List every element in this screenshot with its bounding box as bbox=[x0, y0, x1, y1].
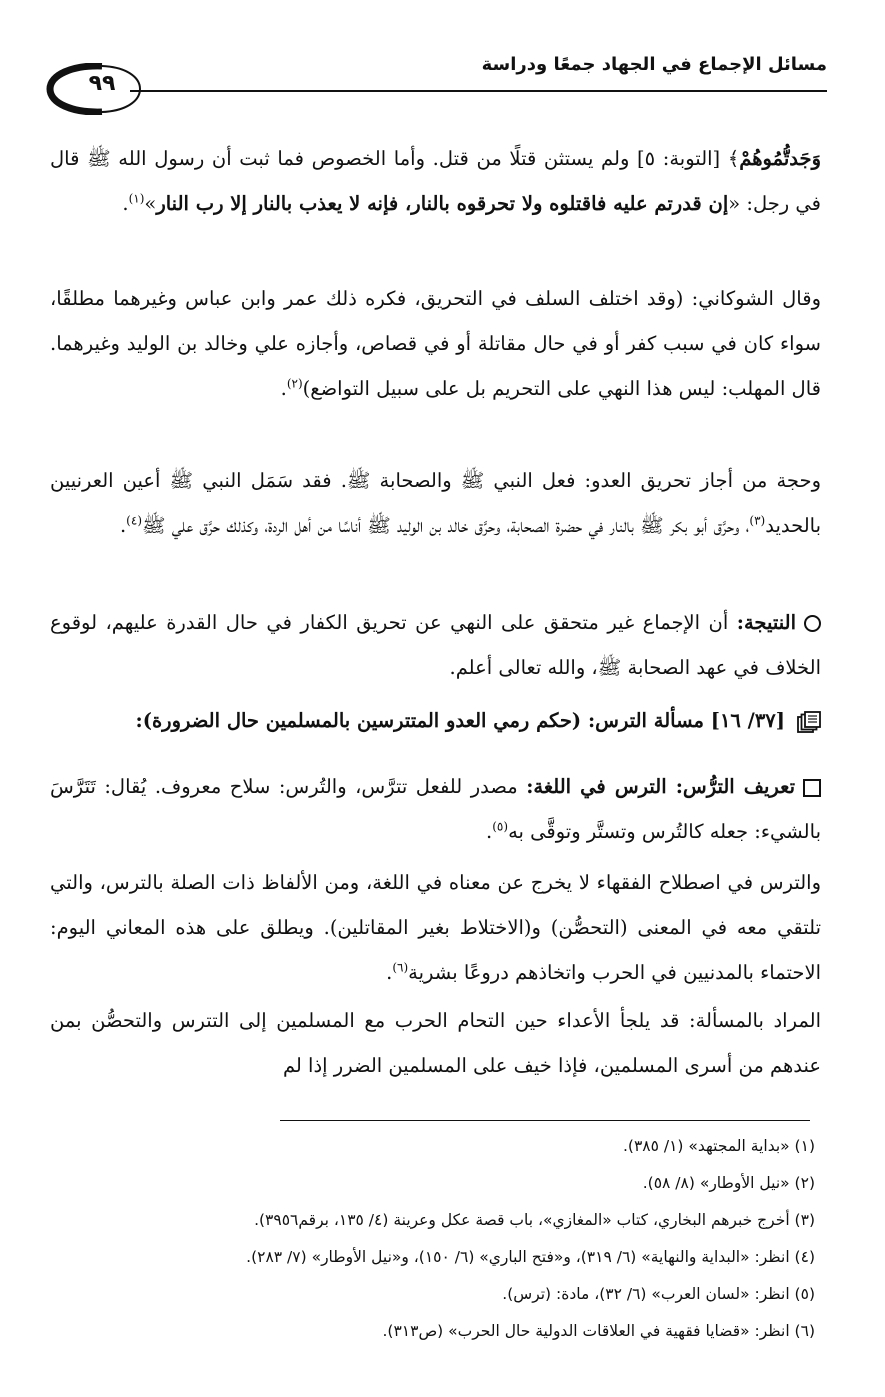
footnote-ref-5[interactable]: (٥) bbox=[492, 819, 509, 834]
definition-end: . bbox=[486, 820, 493, 843]
footnote-2: (٢) «نيل الأوطار» (٨/ ٥٨). bbox=[642, 1174, 815, 1192]
quote-close: » bbox=[144, 192, 157, 215]
footnote-ref-6[interactable]: (٦) bbox=[392, 960, 409, 975]
paragraph-5-text: المراد بالمسألة: قد يلجأ الأعداء حين التحام الحرب مع المسلمين إلى التترس والتحصُّن بمن عندهم من أسرى المسلمين، فإذا خيف على المسلمين الضرر إذا لم bbox=[50, 1009, 821, 1077]
paragraph-4-end: . bbox=[386, 961, 393, 984]
paragraph-3-text-b: ، وحرَّق أبو بكر ﷺ بالنار في حضرة الصحابة، وحرَّق خالد بن الوليد ﷺ أناسًا من أهل الردة، وكذلك حرَّق علي ﷺ bbox=[142, 514, 750, 537]
paragraph-4 bbox=[50, 860, 821, 995]
stacked-pages-icon bbox=[797, 711, 821, 733]
result-label: النتيجة: bbox=[736, 611, 797, 634]
footnote-3: (٣) أخرج خبرهم البخاري، كتاب «المغازي»، باب قصة عكل وعرينة (٤/ ١٣٥، برقم٣٩٥٦). bbox=[254, 1211, 815, 1229]
footnote-separator bbox=[280, 1120, 810, 1121]
footnotes bbox=[40, 1128, 815, 1350]
paragraph-3 bbox=[50, 458, 821, 548]
circle-bullet-icon bbox=[804, 615, 821, 632]
quran-word: وَجَدتُّمُوهُمْ bbox=[739, 147, 821, 170]
header-rule bbox=[130, 90, 827, 92]
footnote-5: (٥) انظر: «لسان العرب» (٦/ ٣٢)، مادة: (ترس). bbox=[502, 1285, 815, 1303]
hadith-quote: إن قدرتم عليه فاقتلوه ولا تحرقوه بالنار، فإنه لا يعذب بالنار إلا رب النار bbox=[156, 192, 729, 215]
paragraph-5 bbox=[50, 998, 821, 1088]
paragraph-1-text: ﴾ [التوبة: ٥] ولم يستثن قتلًا من قتل. وأما الخصوص فما ثبت أن رسول الله ﷺ قال في رجل: « bbox=[50, 147, 821, 215]
footnote-4: (٤) انظر: «البداية والنهاية» (٦/ ٣١٩)، و«فتح الباري» (٦/ ١٥٠)، و«نيل الأوطار» (٧/ ٢٨٣). bbox=[246, 1248, 815, 1266]
footnote-1: (١) «بداية المجتهد» (١/ ٣٨٥). bbox=[622, 1137, 815, 1155]
square-bullet-icon bbox=[803, 779, 821, 797]
footnote-6: (٦) انظر: «قضايا فقهية في العلاقات الدولية حال الحرب» (ص٣١٣). bbox=[382, 1322, 815, 1340]
paragraph-2 bbox=[50, 276, 821, 411]
paragraph-1-end: . bbox=[122, 192, 129, 215]
definition-text: مصدر للفعل تترَّس، والتُرس: سلاح معروف. يُقال: تَتَرَّسَ بالشيء: جعله كالتُرس وتستَّر وتوقَّى به bbox=[50, 775, 821, 843]
definition-paragraph bbox=[50, 764, 821, 854]
paragraph-3-text-a: وحجة من أجاز تحريق العدو: فعل النبي ﷺ والصحابة ﷺ. فقد سَمَل النبي ﷺ أعين العرنيين بالحديد bbox=[50, 469, 821, 537]
footnote-ref-3[interactable]: (٣) bbox=[749, 513, 766, 528]
footnote-ref-4[interactable]: (٤) bbox=[126, 513, 142, 528]
page-number: ٩٩ bbox=[88, 71, 116, 96]
footnote-ref-2[interactable]: (٢) bbox=[286, 376, 303, 391]
paragraph-2-end: . bbox=[280, 377, 287, 400]
footnote-ref-1[interactable]: (١) bbox=[128, 191, 145, 206]
paragraph-4-text: والترس في اصطلاح الفقهاء لا يخرج عن معناه في اللغة، ومن الألفاظ ذات الصلة بالترس، والتي تلتقي معه في المعنى (التحصُّن) و(الاختلاط بغير المقاتلين). ويطلق على هذه المعاني اليوم: الاحتماء بالمدنيين في الحرب واتخاذهم دروعًا بشرية bbox=[50, 871, 821, 984]
running-header-title: مسائل الإجماع في الجهاد جمعًا ودراسة bbox=[481, 54, 827, 75]
result-paragraph bbox=[50, 600, 821, 690]
result-text: أن الإجماع غير متحقق على النهي عن تحريق الكفار في حال القدرة عليهم، لوقوع الخلاف في عهد الصحابة ﷺ، والله تعالى أعلم. bbox=[50, 611, 821, 679]
section-heading-text: [٣٧/ ١٦] مسألة الترس: (حكم رمي العدو المتترسين بالمسلمين حال الضرورة): bbox=[135, 709, 785, 732]
paragraph-1 bbox=[50, 136, 821, 226]
paragraph-2-text: وقال الشوكاني: (وقد اختلف السلف في التحريق، فكره ذلك عمر وابن عباس وغيرهما مطلقًا، سواء كان في سبب كفر أو في حال مقاتلة أو في قصاص، وأجازه علي وخالد بن الوليد وغيرهما. قال المهلب: ليس هذا النهي على التحريم بل على سبيل التواضع) bbox=[50, 287, 822, 400]
section-heading bbox=[50, 698, 821, 743]
definition-label: تعريف الترُّس: الترس في اللغة: bbox=[526, 775, 796, 798]
paragraph-3-end: . bbox=[119, 514, 127, 537]
